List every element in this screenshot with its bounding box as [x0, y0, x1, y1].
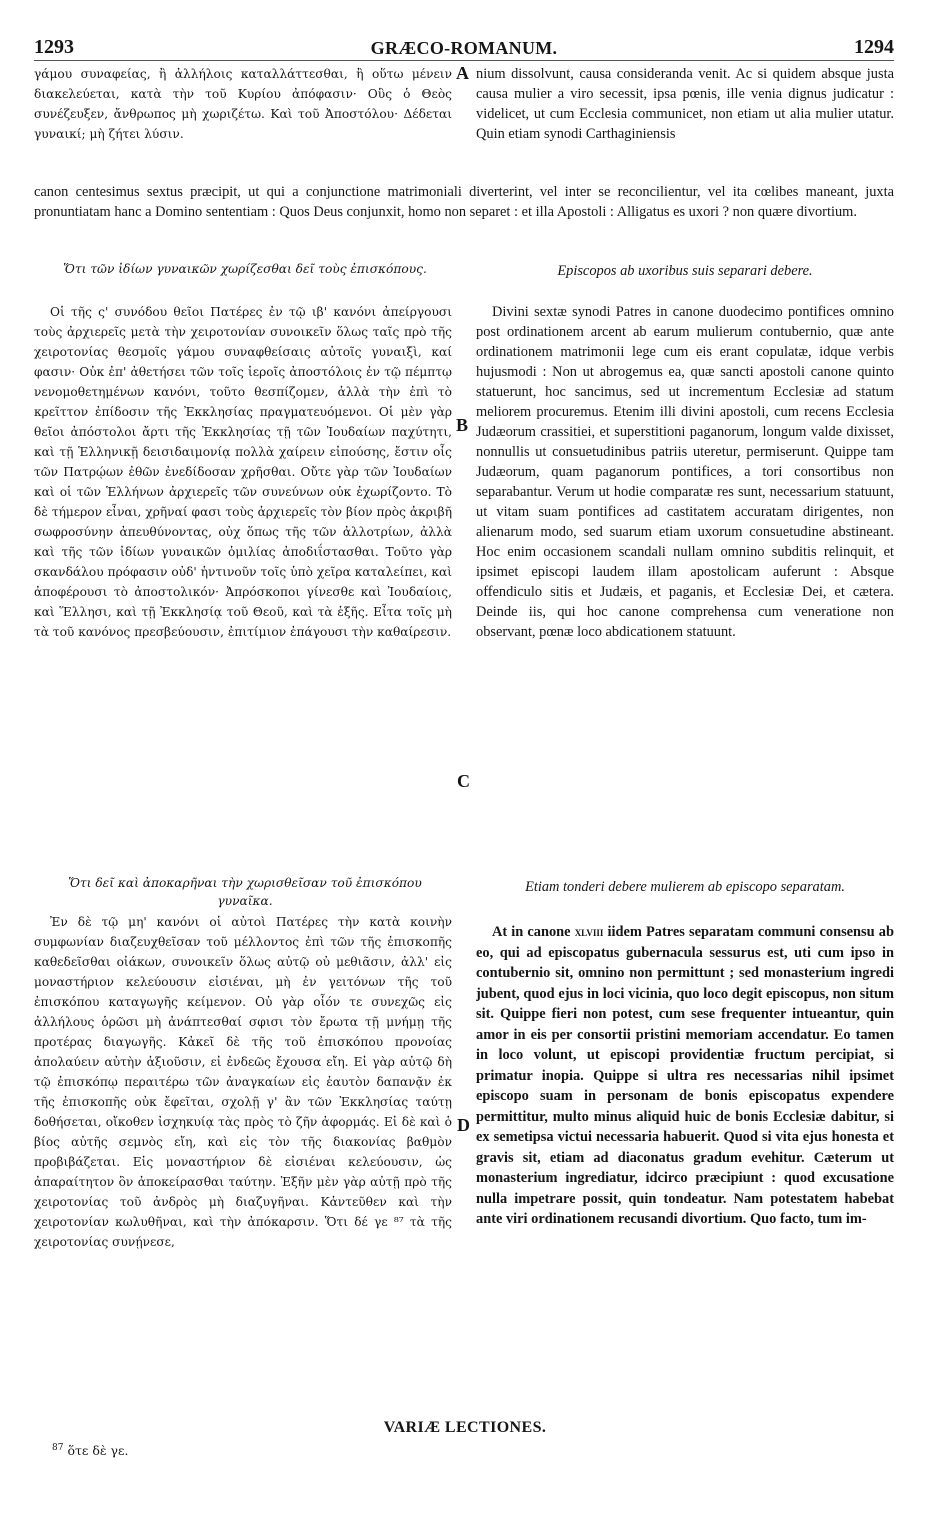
- canon-numeral: xlviii: [574, 924, 604, 939]
- greek-heading-2: Ὅτι δεῖ καὶ ἀποκαρῆναι τὴν χωρισθεῖσαν τοῦ ἐπισκόπου γυναῖκα.: [68, 876, 422, 908]
- greek-heading-2-box: [50, 874, 440, 914]
- latin-paragraph-full: canon centesimus sextus præcipit, ut qui a conjunctione matrimoniali diverterint, vel inter se reconcilientur, vel ita cœlibes maneant, juxta pronuntiatam hanc a Domino sententiam : Quos Deus conjunxit, homo non separet : et illa Apostoli : Alligatus es uxori ? non quære divortium.: [34, 184, 894, 220]
- running-title: GRÆCO-ROMANUM.: [370, 38, 558, 58]
- latin-paragraph-1: Divini sextæ synodi Patres in canone duodecimo pontifices omnino post ordinationem arcent ab earum mulierum contubernio, quæ ante ordinationem matrimonii lege cum eis erant copulatæ, idque verbis hujusmodi : Non ut abrogemus ea, quæ sancti apostoli canone quinto statuerunt, hoc sancimus, sed ut incrementum Ecclesiæ ad statum meliorem procuremus. Etenim illi divini apostoli, cum recens Ecclesia Judæorum crassitiei, et superstitioni paganorum, longum valde dixisset, nonnullis ut consuetudinibus patriis uteretur, permiserunt. Quippe tam Judæorum, quam paganorum pontifices, a tori consortibus non separabantur. Verum ut hodie comparatæ res sunt, necessarium statuunt, ut vitam suam pontifices ad castitatem accuratam dirigentes, non alienarum modo, sed suarum etiam uxorum consuetudine abstineant. Hoc enim occasionem scandali nullam omnino subditis relinquit, et ipsimet episcopi laudem illam apostolicam auferunt : Absque offendiculo sitis et Judæis, et paganis, et Ecclesiæ Dei, et cætera. Deinde iis, qui hoc canone comprehensa cum veneratione non observant, pœnæ loco abdicationem statuunt.: [476, 304, 894, 640]
- footnote-number: 87: [52, 1443, 64, 1453]
- latin-column-1: [476, 302, 894, 874]
- page-number-left: 1293: [34, 36, 74, 58]
- page-number-right: 1294: [854, 36, 894, 58]
- latin-paragraph-2: [476, 922, 894, 1230]
- latin-heading-2: Etiam tonderi debere mulierem ab episcopo separatam.: [525, 879, 845, 895]
- greek-column-1: [34, 302, 452, 822]
- latin-column-top: [476, 64, 894, 176]
- latin-paragraph-2-start: At in canone: [492, 924, 571, 940]
- margin-letter-c: C: [457, 771, 470, 791]
- greek-heading-1-box: [50, 260, 440, 300]
- greek-column-top: [34, 64, 452, 176]
- latin-paragraph-2-body: iidem Patres separatam communi consensu ab eo, qui ad episcopatus gubernacula sessurus est, uti cum ipso in contubernio sit, omnino non permittunt ; sed monasterium ingredi jubent, quod ejus in loci vicinia, quo loco degit episcopus, non situm sit. Quippe fieri non potest, cum sese frequenter intueantur, quin amor in eis per consortii pristini memoriam accendatur. Eo tamen in loco volunt, ut episcopi providentiæ fructum percipiat, si primatur inopia. Quippe si ultra res necessarias nihil ipsimet episcopo suam in personam de bonis episcopatus expendere permittitur, multo minus aliquid huic de bonis Ecclesiæ dabitur, si ex semetipsa victui necessaria habuerit. Quod si vita ejus honesta et gravis sit, etiam ad diaconatus gradum evehitur. Cæterum ut monasterium ingrediatur, idcirco præcipiunt : quod excusatione nulla impetrare possit, quin tondeatur. Nam potestatem habebat ante viri ordinationem recusandi divortium. Quo facto, tum im-: [476, 924, 894, 1227]
- margin-letter-b: B: [456, 415, 469, 435]
- page-header: [34, 36, 894, 60]
- latin-heading-1: Episcopos ab uxoribus suis separari debere.: [557, 263, 813, 279]
- header-rule: [34, 60, 894, 61]
- latin-full-width: [34, 182, 894, 244]
- margin-letter-a: A: [456, 63, 469, 83]
- greek-paragraph-top: γάμου συναφείας, ἢ ἀλλήλοις καταλλάττεσθαι, ἢ οὕτω μένειν διακελεύεται, κατὰ τὴν τοῦ Κυρίου ἀπόφασιν· Οὓς ὁ Θεὸς συνέζευξεν, ἄνθρωπος μὴ χωριζέτω. Καὶ τοῦ Ἀποστόλου· Δέδεται γυναικί; μὴ ζήτει λύσιν.: [34, 67, 452, 141]
- greek-column-2: [34, 912, 452, 1402]
- greek-heading-1: Ὅτι τῶν ἰδίων γυναικῶν χωρίζεσθαι δεῖ τοὺς ἐπισκόπους.: [63, 262, 427, 276]
- latin-column-2: [476, 922, 894, 1402]
- greek-paragraph-1: Οἱ τῆς ς' συνόδου θεῖοι Πατέρες ἐν τῷ ιβ' κανόνι ἀπείργουσι τοὺς ἀρχιερεῖς μετὰ τὴν χειροτονίαν συνοικεῖν ὅλως ταῖς πρὸ τῆς χειροτονίας θεσμοῖς γάμου συναφθείσαις αὐτοῖς γυναιξὶ, καί φασιν· Οὐκ ἐπ' ἀθετήσει τῶν τοῖς ἱεροῖς ἀποστόλοις ἐν τῷ πέμπτῳ νενομοθετημένων κανόνι, τοῦτο θεσπίζομεν, ἀλλὰ τὴν ἐπὶ τὸ κρεῖττον ἐπίδοσιν τῆς Ἐκκλησίας πραγματευόμενοι. Οἱ μὲν γὰρ θεῖοι ἀπόστολοι ἄρτι τῆς Ἐκκλησίας τῇ τῶν Ἰουδαίων παχύτητι, καὶ τῇ Ἑλληνικῇ δεισιδαιμονίᾳ πολλὰ χαίρειν εἰπούσης, ἔστιν οἷς τῶν Πατρῴων ἐθῶν ἐνεδίδοσαν χρῆσθαι. Οὔτε γὰρ τῶν Ἰουδαίων καὶ οἱ τῶν Ἑλλήνων ἀρχιερεῖς τῶν συνεύνων οὐκ ἐχωρίζοντο. Τὸ δὲ τήμερον εἶναι, χρῆναί φασι τοὺς ἀρχιερεῖς τὸν βίον πρὸς ἀκριβῆ σωφροσύνην ἀπευθύνοντας, οὐχ ὅπως τῆς τῶν ἀλλοτρίων, ἀλλὰ καὶ τῆς τῶν ἰδίων γυναικῶν ὁμιλίας ἀποδιΐστασθαι. Τοῦτο γὰρ σκανδάλου πρόφασιν οὐδ' ἡντινοῦν τοῖς ὑπὸ χεῖρα καταλείπει, καὶ ἀποφέρουσι τὸ ἀποστολικόν· Ἀπρόσκοποι γίνεσθε καὶ Ἰουδαίοις, καὶ Ἕλλησι, καὶ τῇ Ἐκκλησίᾳ τοῦ Θεοῦ, καὶ τὰ ἑξῆς. Εἶτα τοῖς μὴ τὰ τοῦ κανόνος πρεσβεύουσιν, ἐπιτίμιον ἐπάγουσι τὴν καθαίρεσιν.: [34, 305, 452, 639]
- latin-heading-1-box: [476, 262, 894, 286]
- footnote-text: ὅτε δὲ γε.: [67, 1443, 129, 1459]
- greek-paragraph-2: Ἐν δὲ τῷ μη' κανόνι οἱ αὐτοὶ Πατέρες τὴν κατὰ κοινὴν συμφωνίαν διαζευχθεῖσαν τοῦ μέλλοντος ἐπὶ τῶν τῆς ἐπισκοπῆς καθεδεῖσθαι οἰάκων, συνοικεῖν ὅλως αὐτῷ οὐ μεθιᾶσιν, ἀλλ' εἰς μοναστήριον κελεύουσιν εἰσιέναι, μὴ ἐν γειτόνων τῆς τοῦ ἐπισκόπου καταγωγῆς κείμενον. Οὐ γὰρ οἷόν τε συνεχῶς εἰς ἀλλήλους ὁρῶσι μὴ ἀνάπτεσθαί σφισι τὸν ἔρωτα τῇ μνήμῃ τῆς προτέρας διαγωγῆς. Κἀκεῖ δὲ τῆς τοῦ ἐπισκόπου προνοίας ἀπολαύειν αὐτὴν ἀξιοῦσιν, εἰ ἐνδεῶς ἔχουσα εἴη. Εἰ γὰρ αὐτῷ δὴ τῷ ἐπισκόπῳ περαιτέρω τῶν ἀναγκαίων εἰς ἑαυτὸν δαπανᾷν ἐκ τῆς ἐπισκοπῆς οὐκ ἔφεῖται, σχολῇ γ' ἂν τῶν Ἐκκλησίας ταύτῃ δοθήσεται, οἴκοθεν ἰσχηκυίᾳ τὰς πρὸς τὸ ζῆν ἀφορμάς. Εἰ δὲ καὶ ὁ βίος αὐτῆς σεμνὸς εἴη, καὶ εἰς τὸν τῆς διακονίας βαθμὸν προβιβάζεται. Εἰς μοναστήριον δὲ εἰσιέναι κελεύουσιν, ὡς ἀπαραίτητον ὂν ἀποκείρασθαι ταύτην. Ἐξῆν μὲν γὰρ αὐτῇ πρὸ τῆς χειροτονίας τοῦ ἀνδρὸς μὴ διαζυγῆναι. Κἀντεῦθεν καὶ τὴν χειροτονίαν κωλυθῆναι, καὶ τὴν ἀπόκαρσιν. Ὅτι δέ γε ⁸⁷ τὰ τῆς χειροτονίας συνῄνεσε,: [34, 915, 452, 1249]
- latin-paragraph-top: nium dissolvunt, causa consideranda venit. Ac si quidem absque justa causa mulier a viro secessit, ipsa pœnis, ille venia dignus judicatur : videlicet, ut cum Ecclesia communicet, non etiam ut alia mulier utatur. Quin etiam synodi Carthaginiensis: [476, 66, 894, 142]
- footnote: [52, 1443, 128, 1458]
- variae-lectiones-heading: VARIÆ LECTIONES.: [383, 1419, 547, 1436]
- latin-heading-2-box: [476, 878, 894, 918]
- margin-letter-d: D: [457, 1115, 470, 1135]
